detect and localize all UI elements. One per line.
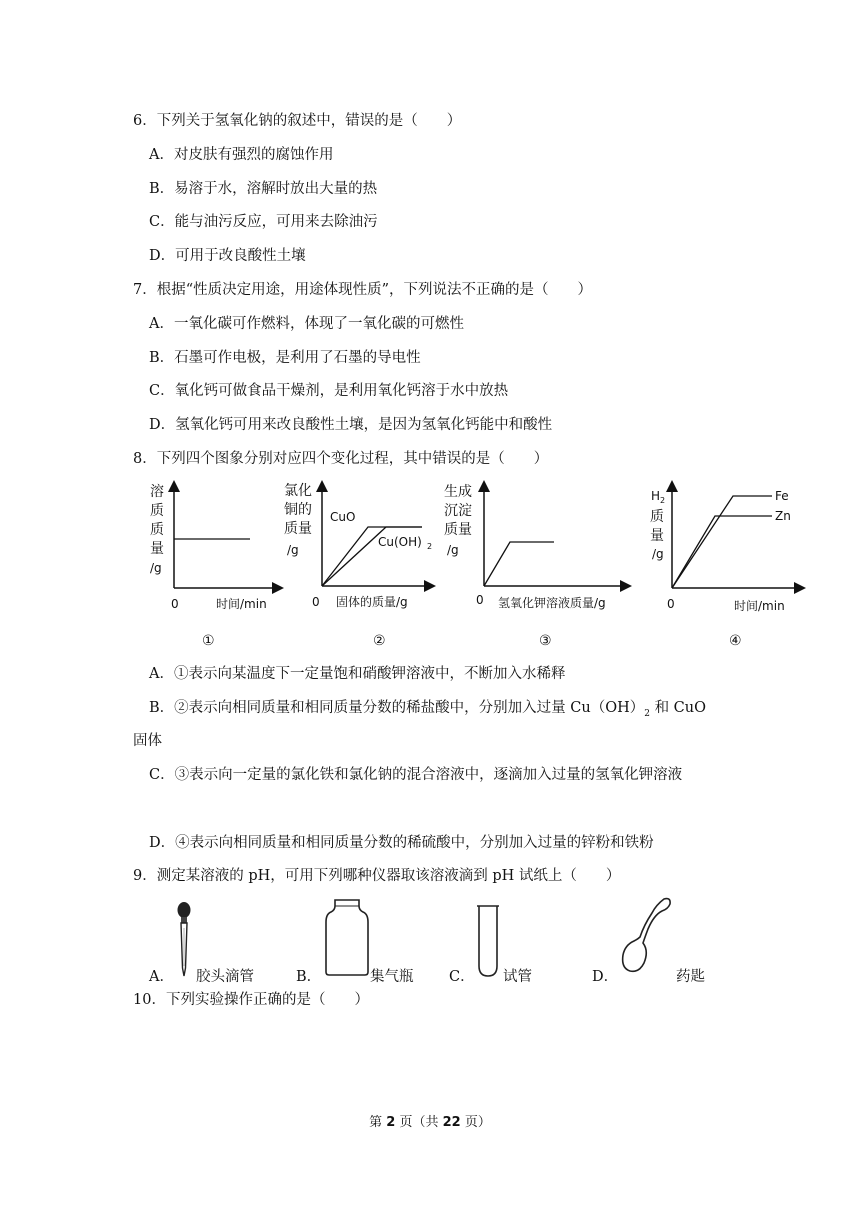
q8-option-c: C．③表示向一定量的氯化铁和氯化钠的混合溶液中，逐滴加入过量的氢氧化钾溶液: [149, 767, 683, 783]
q10-stem: 10．下列实验操作正确的是（ ）: [133, 992, 369, 1008]
graph2-ylabel-4: /g: [287, 543, 299, 557]
page-footer: [0, 1111, 860, 1130]
q9-option-d-name: 药匙: [676, 969, 705, 985]
q8-option-b-continuation: 固体: [133, 733, 162, 749]
graph-4: [650, 486, 800, 649]
q9-option-c-letter: C．: [449, 969, 475, 985]
q9-option-d-letter: D．: [592, 969, 619, 985]
test-tube-icon: [474, 904, 502, 978]
graph4-ylabel-3: /g: [652, 547, 664, 561]
graph2-series-cuoh2: Cu(OH): [378, 535, 422, 549]
graph4-ylabel-1: 质: [650, 509, 664, 525]
q8-option-b-tail: 和 CuO: [649, 700, 707, 716]
q7-option-d: D．氢氧化钙可用来改良酸性土壤，是因为氢氧化钙能中和酸性: [149, 417, 553, 433]
q7-stem: 7．根据“性质决定用途，用途体现性质”，下列说法不正确的是（ ）: [133, 282, 593, 298]
graph3-ylabel-4: /g: [447, 543, 459, 557]
footer-mid: 页（共: [395, 1115, 443, 1130]
q9-option-c-name: 试管: [503, 969, 532, 985]
q6-option-b: B．易溶于水，溶解时放出大量的热: [149, 181, 378, 197]
q6-option-d: D．可用于改良酸性土壤: [149, 248, 306, 264]
q6-option-a: A．对皮肤有强烈的腐蚀作用: [149, 147, 334, 163]
graph3-ylabel-2: 沉淀: [444, 503, 472, 519]
spatula-icon: [618, 895, 678, 977]
q9-option-b-letter: B．: [296, 969, 322, 985]
graph2-xlabel: 固体的质量/g: [336, 595, 408, 609]
graph-1: [150, 483, 278, 649]
graph3-line: [484, 542, 554, 586]
graph1-ylabel-3: 质: [150, 522, 164, 538]
graph1-ylabel-1: 溶: [150, 484, 164, 500]
graph3-xlabel: 氢氧化钾溶液质量/g: [498, 596, 606, 610]
q8-graphs-svg: [140, 478, 820, 653]
q8-option-b: [149, 698, 706, 724]
graph2-number: ②: [373, 633, 386, 649]
q9-option-a-name: 胶头滴管: [196, 969, 254, 985]
graph1-ylabel-2: 质: [150, 503, 164, 519]
q6-option-c: C．能与油污反应，可用来去除油污: [149, 214, 378, 230]
q8-stem: 8．下列四个图象分别对应四个变化过程，其中错误的是（ ）: [133, 451, 549, 467]
graph3-ylabel-1: 生成: [444, 484, 472, 500]
q9-option-a-letter: A．: [149, 969, 174, 985]
graph3-origin: 0: [476, 593, 484, 607]
q6-stem: 6．下列关于氢氧化钠的叙述中，错误的是（ ）: [133, 113, 462, 129]
graph4-ylabel-2: 量: [650, 528, 664, 544]
footer-pre: 第: [369, 1115, 387, 1130]
q8-option-b-text: B．②表示向相同质量和相同质量分数的稀盐酸中，分别加入过量 Cu（OH）: [149, 700, 645, 716]
footer-post: 页）: [460, 1115, 491, 1130]
q7-option-c: C．氧化钙可做食品干燥剂，是利用氧化钙溶于水中放热: [149, 383, 509, 399]
q8-option-b-sub: 2: [644, 708, 650, 719]
q8-graphs: [140, 478, 820, 653]
graph2-ylabel-3: 质量: [284, 521, 312, 537]
q9-option-b-name: 集气瓶: [370, 969, 414, 985]
q8-option-a: A．①表示向某温度下一定量饱和硝酸钾溶液中，不断加入水稀释: [149, 666, 566, 682]
graph-2: [284, 483, 432, 649]
graph4-origin: 0: [667, 597, 675, 611]
graph4-ylabel-h-sub: 2: [660, 496, 666, 505]
graph4-xlabel: 时间/min: [734, 599, 785, 613]
graph2-origin: 0: [312, 595, 320, 609]
graph2-ylabel-1: 氯化: [284, 483, 312, 499]
graph3-number: ③: [539, 633, 552, 649]
graph4-zn-line: [672, 516, 772, 588]
graph1-ylabel-5: /g: [150, 561, 162, 575]
graph2-series-cuoh2-sub: 2: [427, 542, 433, 551]
graph1-xlabel: 时间/min: [216, 597, 267, 611]
graph2-ylabel-2: 铜的: [284, 502, 312, 518]
q9-stem: 9．测定某溶液的 pH，可用下列哪种仪器取该溶液滴到 pH 试纸上（ ）: [133, 868, 621, 884]
graph1-number: ①: [202, 633, 215, 649]
footer-total-pages: 22: [442, 1115, 461, 1130]
graph1-origin: 0: [171, 597, 179, 611]
gas-jar-icon: [322, 898, 372, 978]
footer-page-number: 2: [386, 1115, 396, 1130]
q7-option-b: B．石墨可作电极，是利用了石墨的导电性: [149, 350, 421, 366]
graph4-series-zn: Zn: [775, 509, 791, 523]
graph4-series-fe: Fe: [775, 489, 789, 503]
graph2-series-cuo: CuO: [330, 510, 356, 524]
graph4-number: ④: [729, 633, 742, 649]
graph1-ylabel-4: 量: [150, 541, 164, 557]
graph3-ylabel-3: 质量: [444, 522, 472, 538]
graph-3: [444, 483, 626, 649]
graph4-fe-line: [672, 496, 772, 588]
q7-option-a: A．一氧化碳可作燃料，体现了一氧化碳的可燃性: [149, 316, 464, 332]
graph4-ylabel-h: H: [651, 489, 661, 503]
q8-option-d: D．④表示向相同质量和相同质量分数的稀硫酸中，分别加入过量的锌粉和铁粉: [149, 835, 654, 851]
